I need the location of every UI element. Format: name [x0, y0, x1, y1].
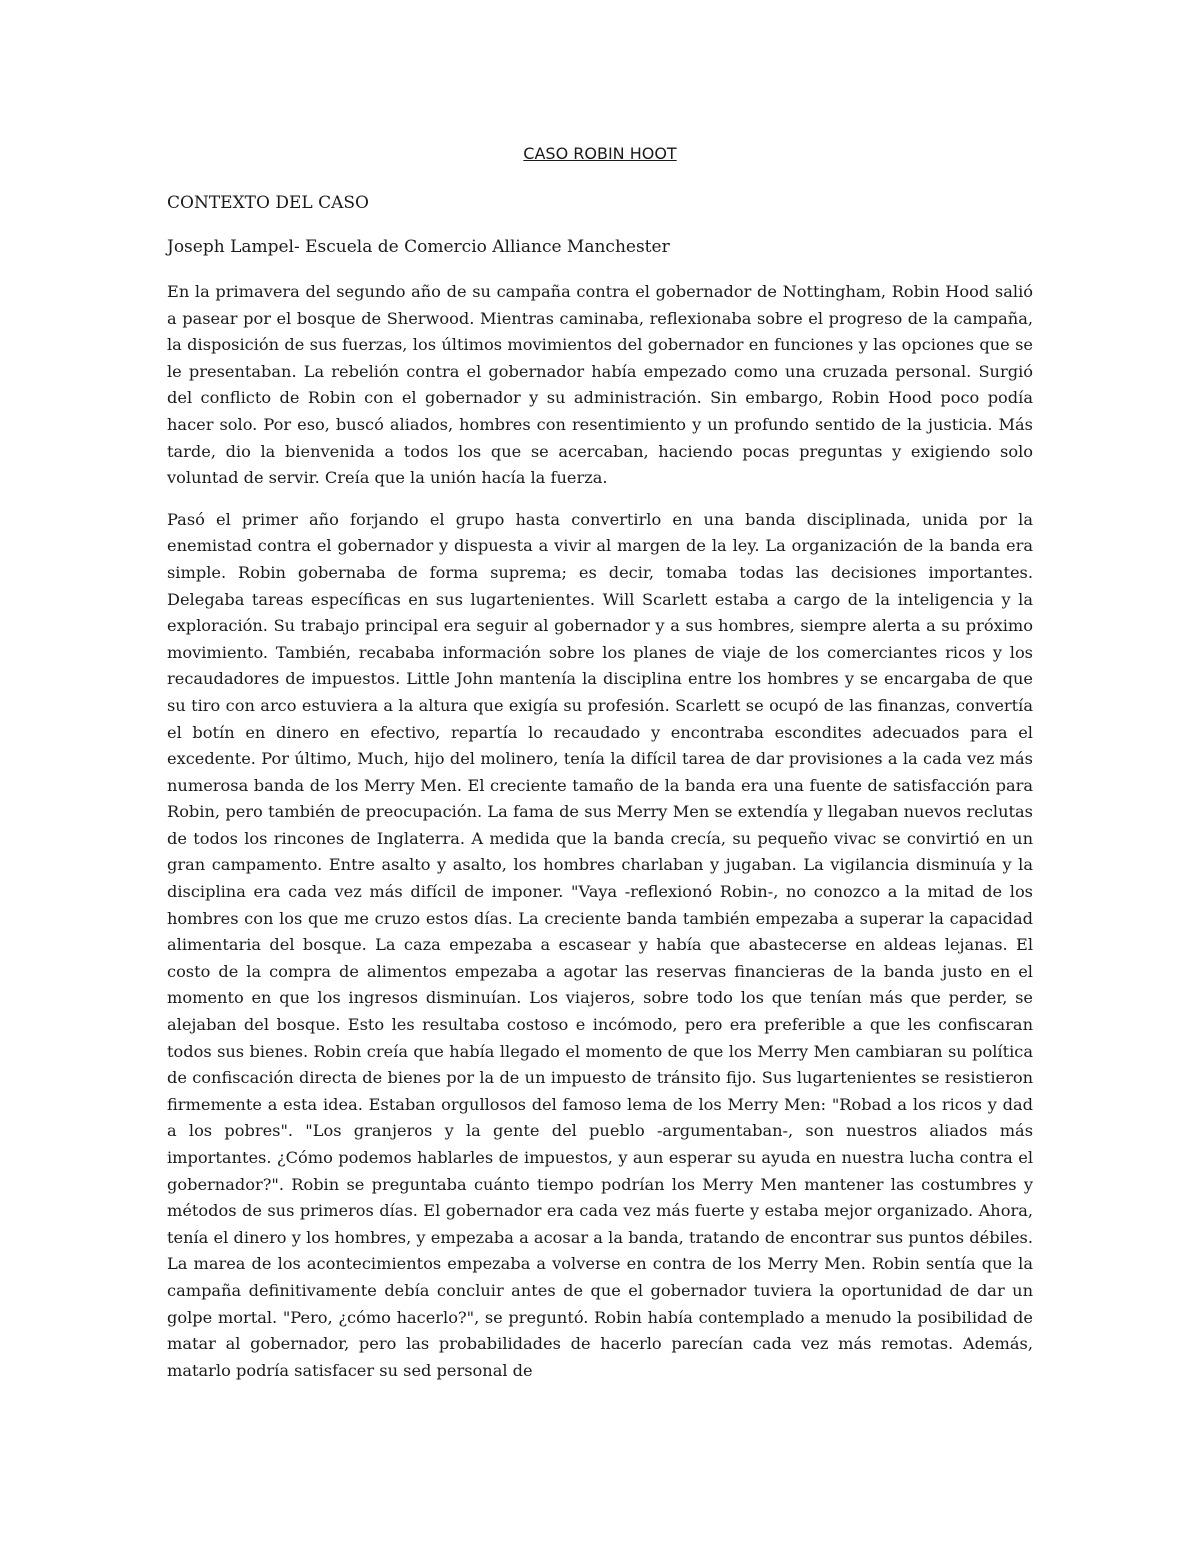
paragraph-2: Pasó el primer año forjando el grupo hasta convertirlo en una banda disciplinada, unida por la enemistad contra el gobernador y dispuesta a vivir al margen de la ley. La organización de la banda era simple. Robin gobernaba de forma suprema; es decir, tomaba todas las decisiones importantes. Delegaba tareas específicas en sus lugartenientes. Will Scarlett estaba a cargo de la inteligencia y la exploración. Su trabajo principal era seguir al gobernador y a sus hombres, siempre alerta a su próximo movimiento. También, recababa información sobre los planes de viaje de los comerciantes ricos y los recaudadores de impuestos. Little John mantenía la disciplina entre los hombres y se encargaba de que su tiro con arco estuviera a la altura que exigía su profesión. Scarlett se ocupó de las finanzas, convertía el botín en dinero en efectivo, repartía lo recaudado y encontraba escondites adecuados para el excedente. Por último, Much, hijo del molinero, tenía la difícil tarea de dar provisiones a la cada vez más numerosa banda de los Merry Men. El creciente tamaño de la banda era una fuente de satisfacción para Robin, pero también de preocupación. La fama de sus Merry Men se extendía y llegaban nuevos reclutas de todos los rincones de Inglaterra. A medida que la banda crecía, su pequeño vivac se convirtió en un gran campamento. Entre asalto y asalto, los hombres charlaban y jugaban. La vigilancia disminuía y la disciplina era cada vez más difícil de imponer. "Vaya -reflexionó Robin-, no conozco a la mitad de los hombres con los que me cruzo estos días. La creciente banda también empezaba a superar la capacidad alimentaria del bosque. La caza empezaba a escasear y había que abastecerse en aldeas lejanas. El costo de la compra de alimentos empezaba a agotar las reservas financieras de la banda justo en el momento en que los ingresos disminuían. Los viajeros, sobre todo los que tenían más que perder, se alejaban del bosque. Esto les resultaba costoso e incómodo, pero era preferible a que les confiscaran todos sus bienes. Robin creía que había llegado el momento de que los Merry Men cambiaran su política de confiscación directa de bienes por la de un impuesto de tránsito fijo. Sus lugartenientes se resistieron firmemente a esta idea. Estaban orgullosos del famoso lema de los Merry Men: "Robad a los ricos y dad a los pobres". "Los granjeros y la gente del pueblo -argumentaban-, son nuestros aliados más importantes. ¿Cómo podemos hablarles de impuestos, y aun esperar su ayuda en nuestra lucha contra el gobernador?". Robin se preguntaba cuánto tiempo podrían los Merry Men mantener las costumbres y métodos de sus primeros días. El gobernador era cada vez más fuerte y estaba mejor organizado. Ahora, tenía el dinero y los hombres, y empezaba a acosar a la banda, tratando de encontrar sus puntos débiles. La marea de los acontecimientos empezaba a volverse en contra de los Merry Men. Robin sentía que la campaña definitivamente debía concluir antes de que el gobernador tuviera la oportunidad de dar un golpe mortal. "Pero, ¿cómo hacerlo?", se preguntó. Robin había contemplado a menudo la posibilidad de matar al gobernador, pero las probabilidades de hacerlo parecían cada vez más remotas. Además, matarlo podría satisfacer su sed personal de — [167, 509, 1033, 1380]
section-heading: CONTEXTO DEL CASO — [167, 193, 369, 213]
document-body — [167, 143, 1033, 1399]
paragraph-1: En la primavera del segundo año de su campaña contra el gobernador de Nottingham, Robin Hood salió a pasear por el bosque de Sherwood. Mientras caminaba, reflexionaba sobre el progreso de la campaña, la disposición de sus fuerzas, los últimos movimientos del gobernador en funciones y las opciones que se le presentaban. La rebelión contra el gobernador había empezado como una cruzada personal. Surgió del conflicto de Robin con el gobernador y su administración. Sin embargo, Robin Hood poco podía hacer solo. Por eso, buscó aliados, hombres con resentimiento y un profundo sentido de la justicia. Más tarde, dio la bienvenida a todos los que se acercaban, haciendo pocas preguntas y exigiendo solo voluntad de servir. Creía que la unión hacía la fuerza. — [167, 282, 1033, 488]
document-title: CASO ROBIN HOOT — [523, 144, 677, 163]
author-line: Joseph Lampel- Escuela de Comercio Alliance Manchester — [167, 237, 670, 257]
